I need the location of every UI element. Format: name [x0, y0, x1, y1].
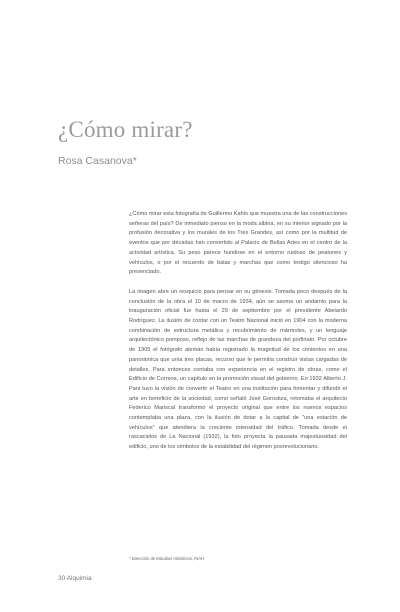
body-paragraph: La imagen abre un resquicio para pensar en su génesis. Tomada poco después de la conclusión de la obra el 10 de marzo de 1934, aún se asoma un andamio para la inauguración oficial fue hasta el 29 de septiembre por el presidente Abelardo Rodríguez. La ilusión de contar con un Teatro Nacional inició en 1904 con la moderna combinación de estructura metálica y recubrimiento de mármoles, y un lenguaje arquitectónico pomposo, reflejo de las marchas de grandeza del porfiriato. Por octubre de 1905 el fotógrafo alemán había registrado la magnitud de los cimientos en una panorámica que unía tres placas, recurso que le permitía construir vistas cargadas de detalles. Para entonces contaba con experiencia en el registro de obras, como el Edificio de Correos, un capítulo en la promoción visual del gobierno. En 1932 Alberto J. Pani tuvo la visión de convertir el Teatro en una institución para fomentar y difundir el arte en beneficio de la sociedad, como señaló José Gorostiza, retomaba el arquitecto Federico Mariscal transformó el proyecto original que entre los nuevos espacios contemplaba una plaza, con la ilusión de dotar a la capital de "una estación de vehículos" que atendiera la creciente intensidad del tráfico. Tomada desde el rascacielos de La Nacional (1932), la foto proyecta la pausada majestuosidad del edificio, uno de los símbolos de la estabilidad del régimen posrevolucionario.	[129, 288, 347, 451]
article-body	[129, 210, 347, 453]
page-folio: 30 Alquimia	[58, 575, 92, 582]
article-author: Rosa Casanova*	[58, 155, 137, 167]
body-paragraph: ¿Cómo mirar esta fotografía de Guillermo Kahlo que muestra una de las construcciones señeras del país? De inmediato pienso en la moda albina, en su interior signado por la profusión decorativa y los murales de los Tres Grandes, así como por la multitud de eventos que por décadas han convertido al Palacio de Bellas Artes en el centro de la actividad artística. Su peso parece hundirse en el entorno ruidoso de peatones y vehículos, o por el recuerdo de balas y marchas que como testigo silencioso ha presenciado.	[129, 211, 347, 276]
article-title: ¿Cómo mirar?	[58, 117, 193, 142]
footnote: * Dirección de Estudios Históricos, INAH	[129, 556, 205, 561]
